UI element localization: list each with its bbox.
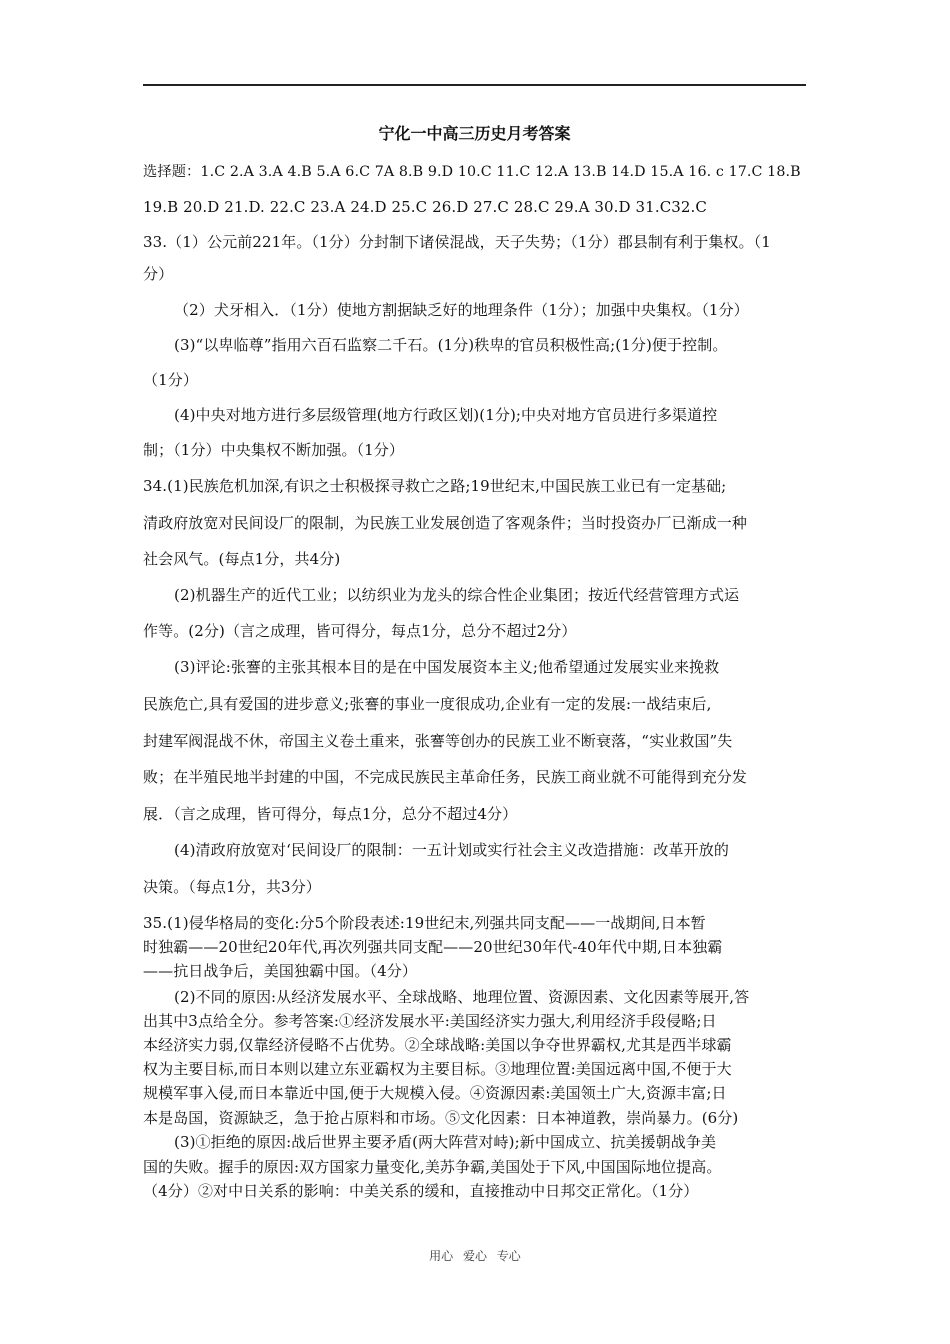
- answer-line: （2）犬牙相入．（1分）使地方割据缺乏好的地理条件（1分）；加强中央集权。（1分）: [174, 301, 749, 319]
- answer-line: 封建军阀混战不休，帝国主义卷土重来，张謇等创办的民族工业不断衰落，“实业救国”失: [143, 732, 733, 750]
- answer-line: 权为主要目标,而日本则以建立东亚霸权为主要目标。③地理位置:美国远离中国,不便于大: [143, 1060, 732, 1078]
- answer-line: 规模军事入侵,而日本靠近中国,便于大规模入侵。④资源因素:美国领土广大,资源丰富;日: [143, 1084, 727, 1102]
- answer-line: ——抗日战争后，美国独霸中国。（4分）: [143, 962, 417, 980]
- answer-line: 33.（1）公元前221年。（1分）分封制下诸侯混战，天子失势；（1分）郡县制有利于集权。（1: [143, 233, 771, 251]
- answer-line: (2)不同的原因:从经济发展水平、全球战略、地理位置、资源因素、文化因素等展开,答: [174, 988, 750, 1006]
- answer-line: 决策。（每点1分，共3分）: [143, 878, 321, 896]
- page-title: 宁化一中高三历史月考答案: [378, 124, 571, 143]
- answer-line: 民族危亡,具有爱国的进步意义;张謇的事业一度很成功,企业有一定的发展:一战结束后,: [143, 695, 712, 713]
- answer-line: (3)①拒绝的原因:战后世界主要矛盾(两大阵营对峙);新中国成立、抗美援朝战争美: [174, 1133, 717, 1151]
- answer-line: 国的失败。握手的原因:双方国家力量变化,美苏争霸,美国处于下风,中国国际地位提高。: [143, 1158, 722, 1176]
- page-footer: 用心 爱心 专心: [429, 1249, 521, 1263]
- answer-line: 作等。(2分)（言之成理，皆可得分，每点1分，总分不超过2分）: [143, 622, 577, 640]
- answer-line: 选择题：1.C 2.A 3.A 4.B 5.A 6.C 7A 8.B 9.D 10.C 11.C 12.A 13.B 14.D 15.A 16. c 17.C 18.B: [143, 164, 801, 180]
- answer-line: 清政府放宽对民间设厂的限制，为民族工业发展创造了客观条件；当时投资办厂已渐成一种: [143, 514, 748, 532]
- answer-line: 本是岛国，资源缺乏，急于抢占原料和市场。⑤文化因素：日本神道教，崇尚暴力。(6分): [143, 1109, 739, 1127]
- answer-line: 34.(1)民族危机加深,有识之士积极探寻救亡之路;19世纪末,中国民族工业已有一定基础;: [143, 477, 727, 495]
- answer-line: 出其中3点给全分。参考答案:①经济发展水平:美国经济实力强大,利用经济手段侵略;日: [143, 1012, 717, 1030]
- header-rule: [143, 84, 806, 86]
- answer-line: 19.B 20.D 21.D. 22.C 23.A 24.D 25.C 26.D 27.C 28.C 29.A 30.D 31.C32.C: [143, 198, 708, 216]
- answer-line: 社会风气。(每点1分，共4分): [143, 550, 341, 568]
- answer-line: 35.(1)侵华格局的变化:分5个阶段表述:19世纪末,列强共同支配——一战期间,日本暂: [143, 914, 706, 932]
- answer-line: (2)机器生产的近代工业；以纺织业为龙头的综合性企业集团；按近代经营管理方式运: [174, 586, 740, 604]
- answer-line: (4)清政府放宽对‘民间设厂的限制：一五计划或实行社会主义改造措施：改革开放的: [174, 841, 729, 859]
- answer-line: (4)中央对地方进行多层级管理(地方行政区划)(1分);中央对地方官员进行多渠道控: [174, 406, 718, 424]
- answer-line: (3)评论:张謇的主张其根本目的是在中国发展资本主义;他希望通过发展实业来挽救: [174, 658, 720, 676]
- answer-line: 败；在半殖民地半封建的中国，不完成民族民主革命任务，民族工商业就不可能得到充分发: [143, 768, 748, 786]
- answer-line: 分）: [143, 265, 174, 283]
- answer-line: （4分）②对中日关系的影响：中美关系的缓和，直接推动中日邦交正常化。（1分）: [143, 1182, 699, 1200]
- answer-line: （1分）: [143, 371, 198, 389]
- answer-line: 本经济实力弱,仅靠经济侵略不占优势。②全球战略:美国以争夺世界霸权,尤其是西半球霸: [143, 1036, 732, 1054]
- answer-line: 制；（1分）中央集权不断加强。（1分）: [143, 441, 404, 459]
- answer-line: (3)“以卑临尊”指用六百石监察二千石。(1分)秩卑的官员积极性高;(1分)便于控制。: [174, 336, 728, 354]
- answer-line: 时独霸——20世纪20年代,再次列强共同支配——20世纪30年代-40年代中期,日本独霸: [143, 938, 723, 956]
- answer-line: 展．（言之成理，皆可得分，每点1分，总分不超过4分）: [143, 805, 518, 823]
